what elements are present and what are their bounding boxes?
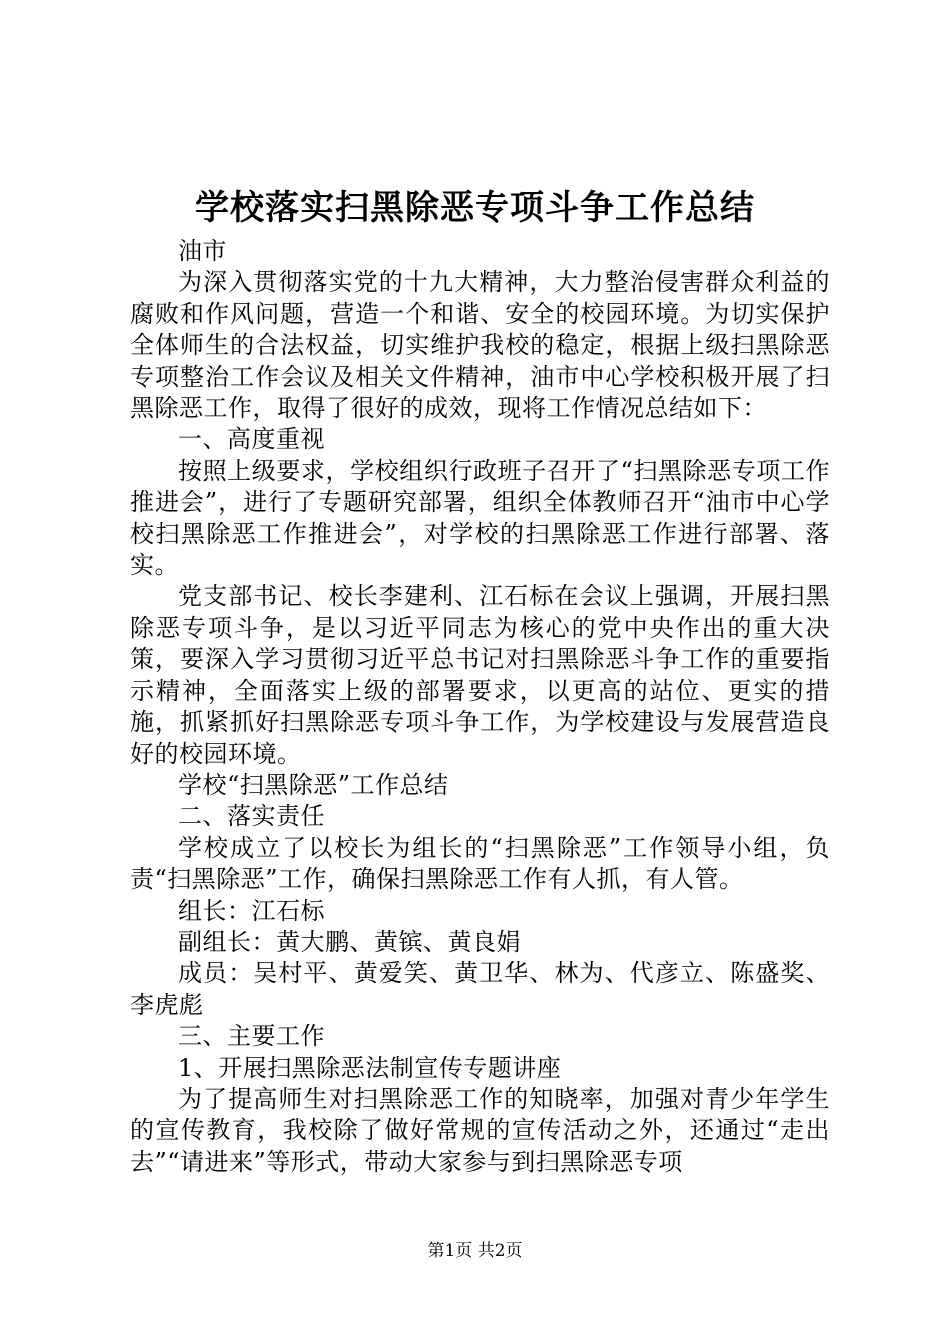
paragraph-deputy-leaders: 副组长：黄大鹏、黄镔、黄良娟 <box>178 927 521 956</box>
document-body <box>130 236 830 1178</box>
paragraph-leader: 组长：江石标 <box>178 896 325 925</box>
paragraph-members: 成员：吴村平、黄爱笑、黄卫华、林为、代彦立、陈盛奖、李虎彪 <box>130 959 830 1019</box>
paragraph-emphasis: 党支部书记、校长李建利、江石标在会议上强调，开展扫黑除恶专项斗争，是以习近平同志为核心的党中央作出的重大决策，要深入学习贯彻习近平总书记对扫黑除恶斗争工作的重要指示精神，全面落实上级的部署要求，以更高的站位、更实的措施，抓紧抓好扫黑除恶专项斗争工作，为学校建设与发展营造良好的校园环境。 <box>130 582 830 768</box>
paragraph-location: 油市 <box>178 237 227 265</box>
subsection-heading-1: 1、开展扫黑除恶法制宣传专题讲座 <box>178 1053 562 1082</box>
paragraph-intro: 为深入贯彻落实党的十九大精神，大力整治侵害群众利益的腐败和作风问题，营造一个和谐、安全的校园环境。为切实保护全体师生的合法权益，切实维护我校的稳定，根据上级扫黑除恶专项整治工作会议及相关文件精神，油市中心学校积极开展了扫黑除恶工作，取得了很好的成效，现将工作情况总结如下： <box>130 268 830 423</box>
page-footer: 第1页 共2页 <box>427 1241 523 1261</box>
section-heading-1: 一、高度重视 <box>178 425 325 454</box>
section-heading-3: 三、主要工作 <box>178 1022 325 1051</box>
paragraph-leadership: 学校成立了以校长为组长的“扫黑除恶”工作领导小组，负责“扫黑除恶”工作，确保扫黑除恶工作有人抓，有人管。 <box>130 833 830 894</box>
paragraph-meeting: 按照上级要求，学校组织行政班子召开了“扫黑除恶专项工作推进会”，进行了专题研究部署，组织全体教师召开“油市中心学校扫黑除恶工作推进会”，对学校的扫黑除恶工作进行部署、落实。 <box>130 456 830 580</box>
document-title: 学校落实扫黑除恶专项斗争工作总结 <box>195 188 755 228</box>
paragraph-subtitle: 学校“扫黑除恶”工作总结 <box>178 770 449 799</box>
paragraph-awareness: 为了提高师生对扫黑除恶工作的知晓率，加强对青少年学生的宣传教育，我校除了做好常规的宣传活动之外，还通过“走出去”“请进来”等形式，带动大家参与到扫黑除恶专项 <box>130 1084 830 1176</box>
section-heading-2: 二、落实责任 <box>178 802 325 831</box>
